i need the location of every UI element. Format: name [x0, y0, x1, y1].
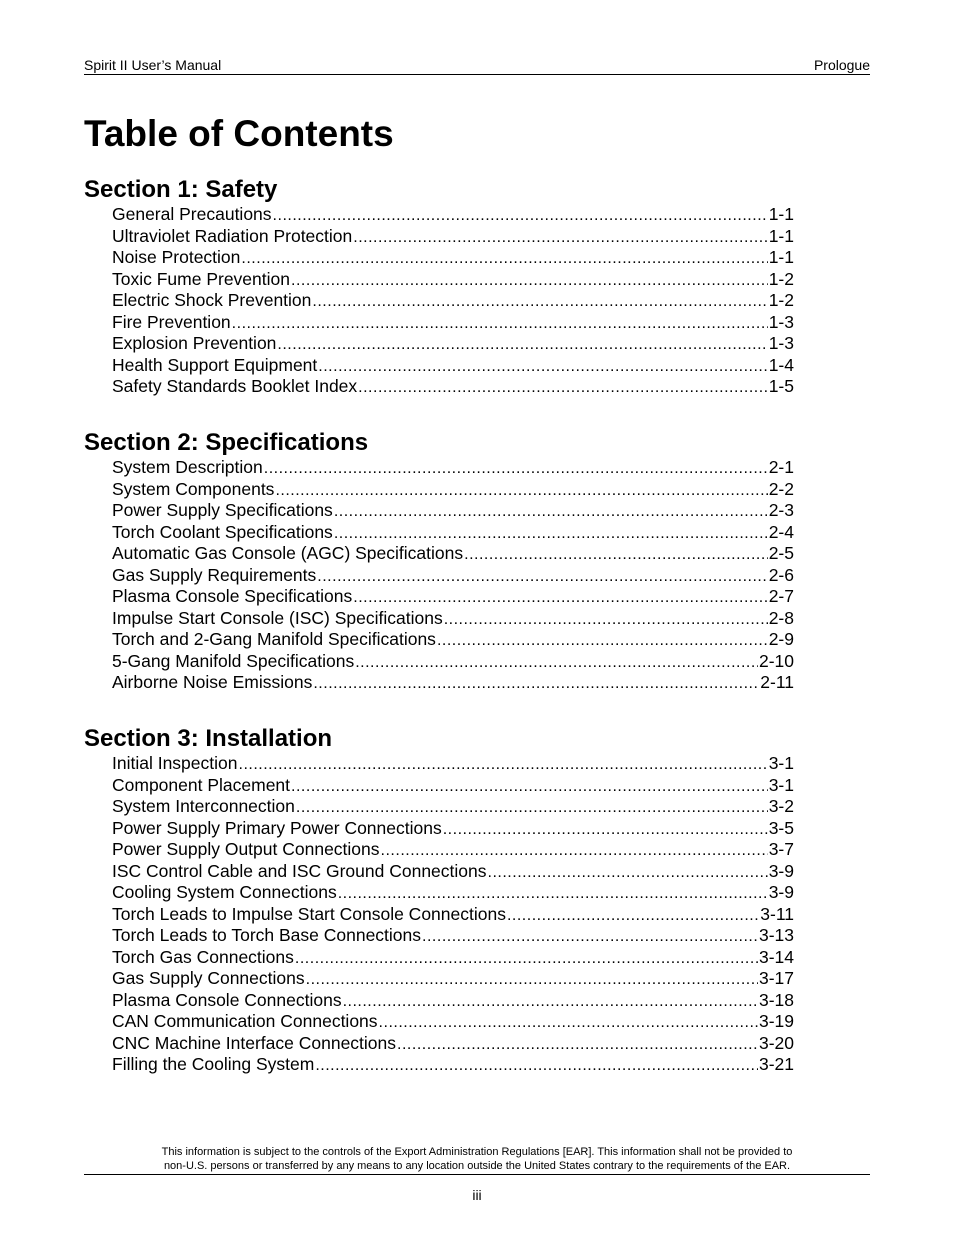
- dot-leader: [444, 609, 768, 631]
- dot-leader: [488, 862, 768, 884]
- toc-entry[interactable]: [112, 1054, 794, 1076]
- entry-title: Torch Leads to Torch Base Connections: [112, 925, 422, 945]
- toc-entry[interactable]: [112, 247, 794, 269]
- dot-leader: [334, 523, 768, 545]
- toc-entry[interactable]: [112, 1011, 794, 1033]
- entry-title: System Description: [112, 457, 263, 477]
- toc-section-safety: [84, 176, 794, 398]
- notice-line: non-U.S. persons or transferred by any means to any location outside the United States contrary to the requirements of the EAR.: [163, 1160, 791, 1172]
- toc-entry[interactable]: [112, 586, 794, 608]
- toc-entry[interactable]: [112, 290, 794, 312]
- dot-leader: [239, 754, 768, 776]
- footer-divider: [84, 1174, 870, 1175]
- entry-page: 2-2: [768, 478, 794, 499]
- entry-page: 2-3: [768, 500, 794, 520]
- dot-leader: [343, 991, 758, 1013]
- dot-leader: [443, 819, 768, 841]
- dot-leader: [353, 227, 767, 249]
- entry-title: Ultraviolet Radiation Protection: [112, 225, 353, 246]
- entry-page: 3-5: [768, 817, 794, 838]
- toc-entry-list: [84, 204, 794, 398]
- entry-title: Initial Inspection: [112, 753, 238, 773]
- toc-entry[interactable]: [112, 861, 794, 883]
- entry-title: Airborne Noise Emissions: [112, 672, 313, 692]
- section-heading: Section 1: Safety: [84, 176, 278, 203]
- entry-title: Noise Protection: [112, 247, 241, 267]
- entry-page: 1-1: [768, 225, 794, 246]
- toc-entry[interactable]: [112, 376, 794, 398]
- entry-page: 3-1: [768, 753, 794, 773]
- toc-entry[interactable]: [112, 1033, 794, 1055]
- entry-page: 3-13: [758, 925, 794, 945]
- dot-leader: [358, 377, 768, 399]
- toc-entry[interactable]: [112, 904, 794, 926]
- entry-page: 2-6: [768, 564, 794, 585]
- dot-leader: [353, 587, 767, 609]
- entry-page: 1-5: [768, 376, 794, 396]
- entry-page: 2-5: [768, 543, 794, 563]
- toc-entry-list: [84, 753, 794, 1076]
- toc-entry[interactable]: [112, 968, 794, 990]
- entry-page: 2-11: [760, 672, 794, 692]
- entry-title: 5-Gang Manifold Specifications: [112, 650, 355, 671]
- entry-page: 3-1: [768, 774, 794, 795]
- toc-entry[interactable]: [112, 522, 794, 544]
- entry-title: Gas Supply Connections: [112, 968, 305, 988]
- dot-leader: [315, 1055, 758, 1077]
- entry-title: Health Support Equipment: [112, 354, 318, 375]
- dot-leader: [422, 926, 758, 948]
- dot-leader: [334, 501, 768, 523]
- entry-page: 2-7: [768, 586, 794, 606]
- entry-title: Torch Gas Connections: [112, 946, 294, 967]
- toc-entry[interactable]: [112, 565, 794, 587]
- entry-page: 2-8: [768, 607, 794, 628]
- entry-page: 3-11: [760, 903, 794, 924]
- entry-page: 2-10: [758, 650, 794, 671]
- dot-leader: [464, 544, 768, 566]
- page-number: iii: [472, 1187, 482, 1203]
- dot-leader: [273, 205, 768, 227]
- dot-leader: [397, 1034, 758, 1056]
- entry-page: 2-9: [768, 629, 794, 649]
- dot-leader: [318, 356, 767, 378]
- toc-entry[interactable]: [112, 204, 794, 226]
- chapter-name: Prologue: [813, 57, 870, 73]
- toc-entry[interactable]: [112, 990, 794, 1012]
- entry-title: System Interconnection: [112, 796, 295, 816]
- entry-page: 1-3: [768, 333, 794, 353]
- dot-leader: [291, 270, 768, 292]
- dot-leader: [317, 566, 767, 588]
- entry-title: Explosion Prevention: [112, 333, 277, 353]
- entry-title: Toxic Fume Prevention: [112, 268, 290, 289]
- toc-entry[interactable]: [112, 925, 794, 947]
- toc-entry[interactable]: [112, 479, 794, 501]
- toc-entry[interactable]: [112, 457, 794, 479]
- dot-leader: [232, 313, 768, 335]
- entry-title: Power Supply Specifications: [112, 500, 333, 520]
- dot-leader: [312, 291, 767, 313]
- entry-title: Gas Supply Requirements: [112, 564, 317, 585]
- dot-leader: [437, 630, 768, 652]
- entry-page: 1-2: [768, 268, 794, 289]
- entry-title: Power Supply Output Connections: [112, 839, 380, 859]
- toc-entry[interactable]: [112, 796, 794, 818]
- entry-title: Component Placement: [112, 774, 291, 795]
- entry-page: 1-4: [768, 354, 794, 375]
- entry-page: 3-21: [758, 1054, 794, 1074]
- dot-leader: [338, 883, 768, 905]
- entry-page: 3-17: [758, 968, 794, 988]
- entry-title: CAN Communication Connections: [112, 1011, 378, 1031]
- running-header: [84, 56, 870, 75]
- dot-leader: [355, 652, 758, 674]
- toc-entry-list: [84, 457, 794, 694]
- dot-leader: [507, 905, 759, 927]
- toc-section-specifications: [84, 429, 794, 694]
- toc-entry[interactable]: [112, 543, 794, 565]
- entry-page: 3-9: [768, 882, 794, 902]
- entry-title: Torch Leads to Impulse Start Console Connections: [112, 903, 506, 924]
- dot-leader: [296, 797, 768, 819]
- toc-entry[interactable]: [112, 333, 794, 355]
- toc-entry[interactable]: [112, 608, 794, 630]
- dot-leader: [381, 840, 768, 862]
- entry-page: 2-1: [768, 457, 794, 477]
- entry-page: 3-2: [768, 796, 794, 816]
- toc-entry[interactable]: [112, 269, 794, 291]
- entry-title: CNC Machine Interface Connections: [112, 1032, 397, 1053]
- toc-entry[interactable]: [112, 839, 794, 861]
- toc-entry[interactable]: [112, 651, 794, 673]
- dot-leader: [241, 248, 767, 270]
- entry-page: 3-20: [758, 1032, 794, 1053]
- entry-page: 3-19: [758, 1011, 794, 1031]
- toc-entry[interactable]: [112, 312, 794, 334]
- entry-title: Plasma Console Specifications: [112, 586, 353, 606]
- entry-page: 3-9: [768, 860, 794, 881]
- export-control-notice: [84, 1145, 870, 1173]
- toc-entry[interactable]: [112, 947, 794, 969]
- toc-entry[interactable]: [112, 753, 794, 775]
- toc-entry[interactable]: [112, 500, 794, 522]
- section-heading: Section 3: Installation: [84, 725, 333, 752]
- entry-page: 3-14: [758, 946, 794, 967]
- entry-page: 3-18: [758, 989, 794, 1010]
- entry-page: 3-7: [768, 839, 794, 859]
- entry-page: 2-4: [768, 521, 794, 542]
- dot-leader: [313, 673, 759, 695]
- toc-entry[interactable]: [112, 882, 794, 904]
- dot-leader: [264, 458, 768, 480]
- page-title: Table of Contents: [84, 113, 394, 154]
- entry-title: Safety Standards Booklet Index: [112, 376, 358, 396]
- toc-entry[interactable]: [112, 775, 794, 797]
- entry-title: Electric Shock Prevention: [112, 290, 312, 310]
- entry-title: Automatic Gas Console (AGC) Specifications: [112, 543, 464, 563]
- entry-title: System Components: [112, 478, 275, 499]
- entry-title: General Precautions: [112, 204, 272, 224]
- entry-title: Filling the Cooling System: [112, 1054, 315, 1074]
- entry-title: Torch and 2-Gang Manifold Specifications: [112, 629, 436, 649]
- entry-title: ISC Control Cable and ISC Ground Connections: [112, 860, 487, 881]
- toc-entry[interactable]: [112, 629, 794, 651]
- toc-entry[interactable]: [112, 818, 794, 840]
- dot-leader: [275, 480, 767, 502]
- toc-section-installation: [84, 725, 794, 1076]
- entry-page: 1-1: [768, 247, 794, 267]
- entry-title: Power Supply Primary Power Connections: [112, 817, 442, 838]
- notice-line: This information is subject to the controls of the Export Administration Regulations [EAR]. This information shall not be provided to: [161, 1146, 793, 1158]
- entry-title: Fire Prevention: [112, 311, 231, 332]
- section-heading: Section 2: Specifications: [84, 429, 369, 456]
- dot-leader: [379, 1012, 758, 1034]
- entry-title: Plasma Console Connections: [112, 989, 342, 1010]
- toc-entry[interactable]: [112, 226, 794, 248]
- dot-leader: [291, 776, 768, 798]
- entry-page: 1-1: [768, 204, 794, 224]
- manual-title: Spirit II User’s Manual: [84, 57, 222, 73]
- dot-leader: [306, 969, 758, 991]
- entry-title: Cooling System Connections: [112, 882, 337, 902]
- entry-title: Impulse Start Console (ISC) Specifications: [112, 607, 443, 628]
- dot-leader: [277, 334, 767, 356]
- entry-page: 1-2: [768, 290, 794, 310]
- toc-entry[interactable]: [112, 672, 794, 694]
- dot-leader: [295, 948, 758, 970]
- entry-page: 1-3: [768, 311, 794, 332]
- toc-entry[interactable]: [112, 355, 794, 377]
- entry-title: Torch Coolant Specifications: [112, 521, 333, 542]
